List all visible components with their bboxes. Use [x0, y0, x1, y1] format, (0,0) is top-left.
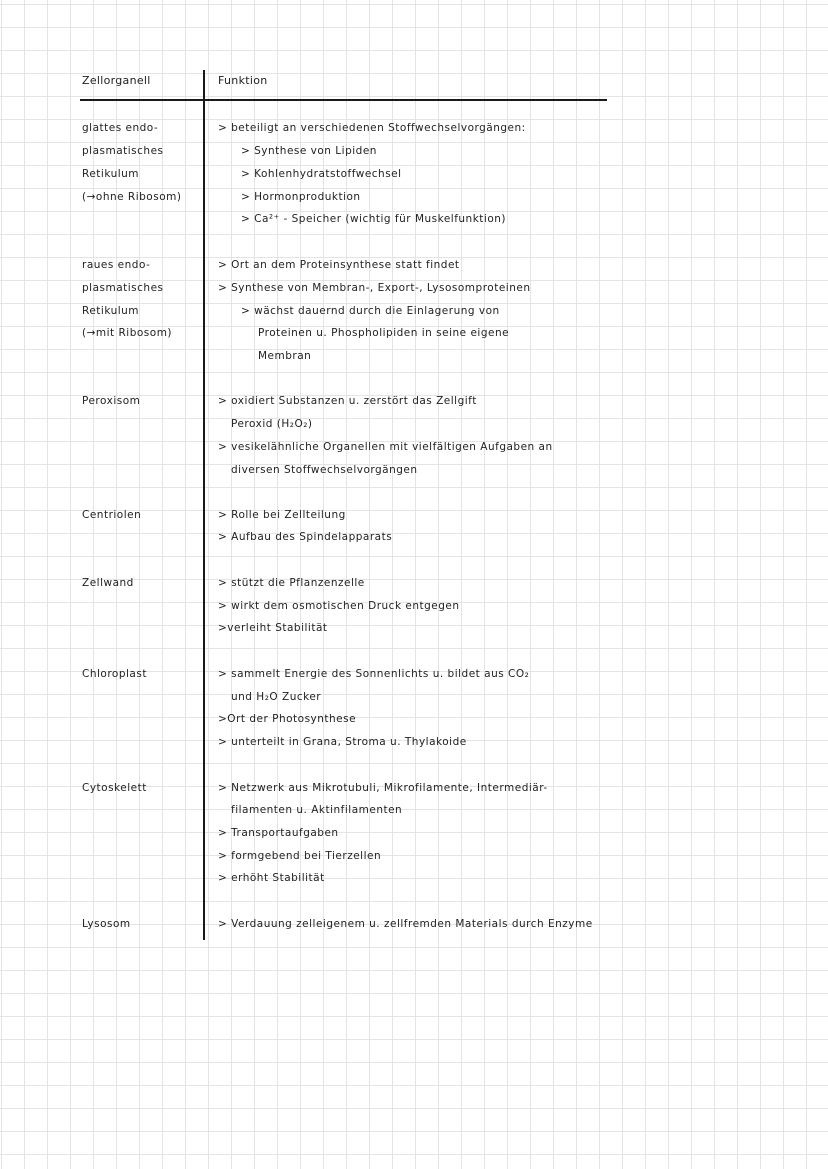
function-line: > sammelt Energie des Sonnenlichts u. bildet aus CO₂	[218, 668, 530, 680]
organell-name-line: Peroxisom	[82, 395, 141, 407]
function-line: > Netzwerk aus Mikrotubuli, Mikrofilamente, Intermediär-	[218, 782, 548, 794]
organell-name-line: Centriolen	[82, 509, 142, 521]
function-line: > vesikelähnliche Organellen mit vielfältigen Aufgaben an	[218, 441, 553, 453]
function-line: > formgebend bei Tierzellen	[218, 850, 382, 862]
function-line: > erhöht Stabilität	[218, 872, 325, 884]
organell-name-line: (→ohne Ribosom)	[82, 191, 182, 203]
function-line: > Ca²⁺ - Speicher (wichtig für Muskelfunktion)	[241, 213, 507, 225]
organell-name-line: plasmatisches	[82, 145, 164, 157]
function-line: >verleiht Stabilität	[218, 622, 328, 634]
function-line: > stützt die Pflanzenzelle	[218, 577, 365, 589]
organell-name-line: Lysosom	[82, 918, 131, 930]
organell-name-line: (→mit Ribosom)	[82, 327, 173, 339]
function-line: > Kohlenhydratstoffwechsel	[241, 168, 402, 180]
organell-name-line: Retikulum	[82, 168, 140, 180]
organell-name-line: plasmatisches	[82, 282, 164, 294]
function-line: > Ort an dem Proteinsynthese statt findet	[218, 259, 460, 271]
function-line: > Aufbau des Spindelapparats	[218, 531, 393, 543]
function-line: > Hormonproduktion	[241, 191, 361, 203]
function-line: > wächst dauernd durch die Einlagerung von	[241, 305, 500, 317]
function-line: Membran	[258, 350, 312, 362]
organell-name-line: Chloroplast	[82, 668, 147, 680]
function-line: > Rolle bei Zellteilung	[218, 509, 346, 521]
function-line: > Verdauung zelleigenem u. zellfremden Materials durch Enzyme	[218, 918, 593, 930]
function-line: filamenten u. Aktinfilamenten	[231, 804, 403, 816]
function-line: > Synthese von Membran-, Export-, Lysosomproteinen	[218, 282, 531, 294]
organell-name-line: Cytoskelett	[82, 782, 147, 794]
function-line: > Synthese von Lipiden	[241, 145, 377, 157]
organell-name-line: Retikulum	[82, 305, 140, 317]
function-line: und H₂O Zucker	[231, 691, 322, 703]
function-line: > Transportaufgaben	[218, 827, 339, 839]
function-line: >Ort der Photosynthese	[218, 713, 357, 725]
column-divider	[203, 70, 205, 940]
function-line: > unterteilt in Grana, Stroma u. Thylakoide	[218, 736, 467, 748]
organell-name-line: raues endo-	[82, 259, 151, 271]
organell-name-line: Zellwand	[82, 577, 134, 589]
function-line: Proteinen u. Phospholipiden in seine eigene	[258, 327, 510, 339]
function-line: diversen Stoffwechselvorgängen	[231, 464, 418, 476]
function-line: > wirkt dem osmotischen Druck entgegen	[218, 600, 460, 612]
function-line: > beteiligt an verschiedenen Stoffwechselvorgängen:	[218, 122, 526, 134]
column-header-organell: Zellorganell	[82, 74, 151, 87]
header-divider	[80, 99, 607, 101]
function-line: > oxidiert Substanzen u. zerstört das Zellgift	[218, 395, 477, 407]
function-line: Peroxid (H₂O₂)	[231, 418, 313, 430]
organell-name-line: glattes endo-	[82, 122, 159, 134]
column-header-funktion: Funktion	[218, 74, 268, 87]
